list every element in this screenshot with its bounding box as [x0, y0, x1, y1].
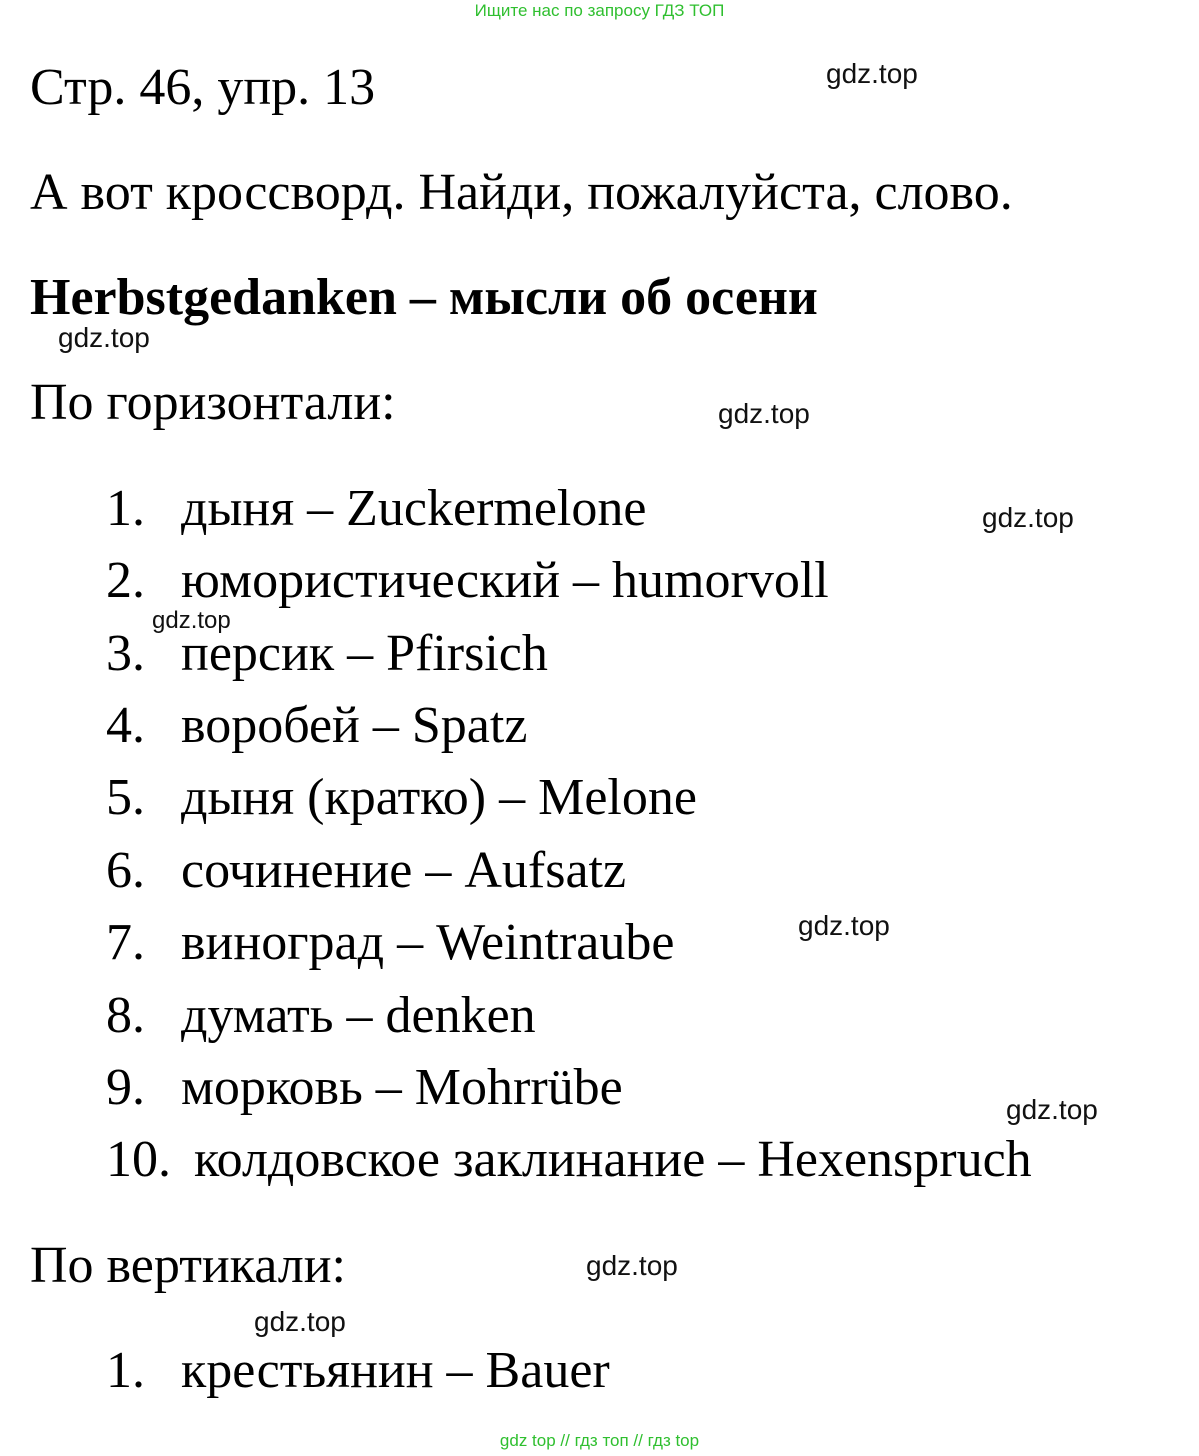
item-number: 1.	[106, 480, 145, 537]
watermark: gdz.top	[254, 1306, 346, 1337]
item-text: думать – denken	[181, 987, 536, 1044]
item-number: 7.	[106, 914, 145, 971]
item-number: 5.	[106, 769, 145, 826]
item-text: виноград – Weintraube	[181, 914, 675, 971]
top-banner: Ищите нас по запросу ГДЗ ТОП	[474, 1, 725, 20]
item-number: 4.	[106, 697, 145, 754]
watermark: gdz.top	[798, 910, 890, 941]
watermark: gdz.top	[586, 1250, 678, 1281]
list-item	[106, 1341, 610, 1401]
watermark: gdz.top	[718, 398, 810, 429]
watermark: gdz.top	[152, 607, 231, 634]
item-number: 1.	[106, 1342, 145, 1399]
intro-text: А вот кроссворд. Найди, пожалуйста, слово.	[30, 164, 1013, 221]
item-text: воробей – Spatz	[181, 697, 528, 754]
item-number: 3.	[106, 625, 145, 682]
item-text: дыня (кратко) – Melone	[181, 769, 697, 826]
watermark: gdz.top	[982, 502, 1074, 533]
watermark: gdz.top	[58, 322, 150, 353]
list-item	[106, 624, 548, 684]
list-item	[106, 479, 646, 539]
footer-watermark: gdz top // гдз топ // гдз top	[499, 1431, 700, 1450]
item-number: 9.	[106, 1059, 145, 1116]
item-text: сочинение – Aufsatz	[181, 842, 627, 899]
item-number: 2.	[106, 552, 145, 609]
item-text: дыня – Zuckermelone	[181, 480, 647, 537]
page-reference: Стр. 46, упр. 13	[30, 59, 376, 116]
list-item	[106, 841, 626, 901]
item-text: персик – Pfirsich	[181, 625, 548, 682]
section-title: Herbstgedanken – мысли об осени	[30, 269, 818, 326]
list-item	[106, 1058, 623, 1118]
item-number: 6.	[106, 842, 145, 899]
item-text: морковь – Mohrrübe	[181, 1059, 623, 1116]
item-number: 8.	[106, 987, 145, 1044]
list-item	[106, 551, 829, 611]
watermark: gdz.top	[826, 58, 918, 89]
list-item	[106, 696, 527, 756]
vertical-label: По вертикали:	[30, 1237, 346, 1294]
list-item	[106, 1130, 1032, 1190]
horizontal-label: По горизонтали:	[30, 374, 396, 431]
list-item	[106, 986, 536, 1046]
item-text: колдовское заклинание – Hexenspruch	[194, 1131, 1032, 1188]
item-number: 10.	[106, 1131, 171, 1188]
list-item	[106, 913, 674, 973]
item-text: юмористический – humorvoll	[181, 552, 829, 609]
list-item	[106, 768, 697, 828]
item-text: крестьянин – Bauer	[181, 1342, 610, 1399]
watermark: gdz.top	[1006, 1094, 1098, 1125]
